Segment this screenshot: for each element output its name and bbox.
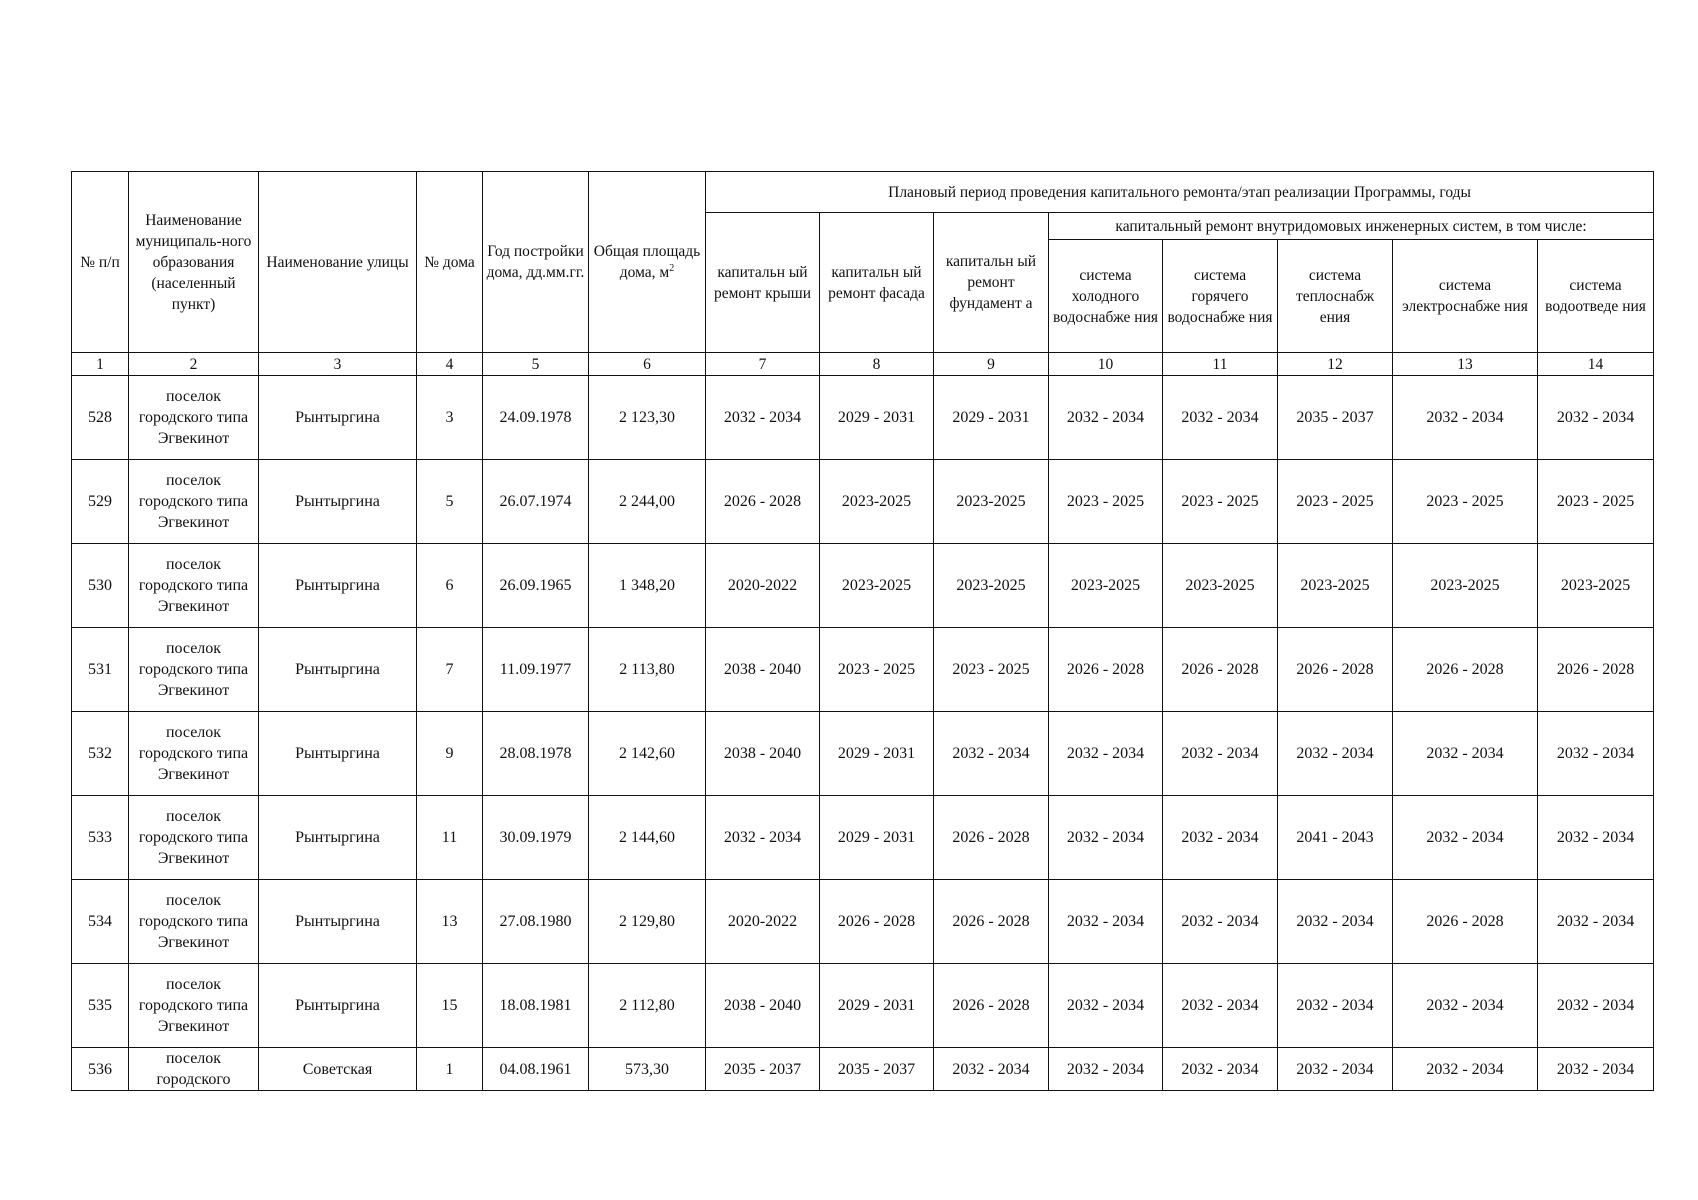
row-foundation: 2032 - 2034 xyxy=(934,712,1049,796)
row-hot-water: 2032 - 2034 xyxy=(1163,796,1278,880)
table-row xyxy=(72,460,1654,544)
row-heating: 2026 - 2028 xyxy=(1278,628,1393,712)
row-hot-water: 2032 - 2034 xyxy=(1163,1048,1278,1091)
row-number: 535 xyxy=(72,964,129,1048)
row-year: 26.07.1974 xyxy=(483,460,589,544)
row-locality: поселок городского типа Эгвекинот xyxy=(129,628,259,712)
header-street: Наименование улицы xyxy=(259,172,417,353)
row-street: Рынтыргина xyxy=(259,712,417,796)
row-roof: 2020-2022 xyxy=(706,544,820,628)
row-locality: поселок городского типа Эгвекинот xyxy=(129,964,259,1048)
row-drainage: 2032 - 2034 xyxy=(1538,1048,1654,1091)
row-locality: поселок городского типа Эгвекинот xyxy=(129,712,259,796)
row-house: 3 xyxy=(417,376,483,460)
header-foundation: капитальн ый ремонт фундамент а xyxy=(934,213,1049,353)
column-number: 7 xyxy=(706,353,820,376)
row-hot-water: 2023 - 2025 xyxy=(1163,460,1278,544)
column-number: 14 xyxy=(1538,353,1654,376)
header-systems: капитальный ремонт внутридомовых инженерных систем, в том числе: xyxy=(1049,213,1654,240)
row-heating: 2023-2025 xyxy=(1278,544,1393,628)
row-heating: 2032 - 2034 xyxy=(1278,1048,1393,1091)
row-area: 1 348,20 xyxy=(589,544,706,628)
column-number: 12 xyxy=(1278,353,1393,376)
column-number: 8 xyxy=(820,353,934,376)
row-year: 18.08.1981 xyxy=(483,964,589,1048)
row-cold-water: 2032 - 2034 xyxy=(1049,712,1163,796)
header-municipality: Наименование муниципаль-ного образования (населенный пункт) xyxy=(129,172,259,353)
row-hot-water: 2026 - 2028 xyxy=(1163,628,1278,712)
capital-repair-table xyxy=(71,171,1654,1091)
header-plan-period: Плановый период проведения капитального ремонта/этап реализации Программы, годы xyxy=(706,172,1654,213)
row-year: 26.09.1965 xyxy=(483,544,589,628)
header-electricity: система электроснабже ния xyxy=(1393,240,1538,353)
row-roof: 2038 - 2040 xyxy=(706,964,820,1048)
row-foundation: 2023 - 2025 xyxy=(934,628,1049,712)
row-number: 534 xyxy=(72,880,129,964)
row-area: 2 144,60 xyxy=(589,796,706,880)
row-area: 2 113,80 xyxy=(589,628,706,712)
row-heating: 2032 - 2034 xyxy=(1278,880,1393,964)
table-row xyxy=(72,964,1654,1048)
table-body xyxy=(72,376,1654,1091)
row-house: 15 xyxy=(417,964,483,1048)
row-heating: 2041 - 2043 xyxy=(1278,796,1393,880)
header-facade: капитальн ый ремонт фасада xyxy=(820,213,934,353)
row-year: 04.08.1961 xyxy=(483,1048,589,1091)
row-hot-water: 2032 - 2034 xyxy=(1163,964,1278,1048)
row-drainage: 2023-2025 xyxy=(1538,544,1654,628)
row-heating: 2023 - 2025 xyxy=(1278,460,1393,544)
row-hot-water: 2032 - 2034 xyxy=(1163,880,1278,964)
row-area: 2 112,80 xyxy=(589,964,706,1048)
row-roof: 2032 - 2034 xyxy=(706,376,820,460)
row-facade: 2026 - 2028 xyxy=(820,880,934,964)
row-drainage: 2032 - 2034 xyxy=(1538,712,1654,796)
row-number: 531 xyxy=(72,628,129,712)
table-row xyxy=(72,544,1654,628)
row-street: Рынтыргина xyxy=(259,880,417,964)
row-locality: поселок городского типа Эгвекинот xyxy=(129,376,259,460)
row-heating: 2032 - 2034 xyxy=(1278,712,1393,796)
row-year: 11.09.1977 xyxy=(483,628,589,712)
row-locality: поселок городского xyxy=(129,1048,259,1091)
header-area-text: Общая площадь дома, м xyxy=(593,243,701,281)
row-drainage: 2032 - 2034 xyxy=(1538,964,1654,1048)
row-heating: 2035 - 2037 xyxy=(1278,376,1393,460)
row-locality: поселок городского типа Эгвекинот xyxy=(129,880,259,964)
row-area: 573,30 xyxy=(589,1048,706,1091)
row-cold-water: 2032 - 2034 xyxy=(1049,796,1163,880)
row-number: 533 xyxy=(72,796,129,880)
row-house: 1 xyxy=(417,1048,483,1091)
table-row xyxy=(72,796,1654,880)
row-electricity: 2026 - 2028 xyxy=(1393,880,1538,964)
row-drainage: 2023 - 2025 xyxy=(1538,460,1654,544)
column-numbers-row xyxy=(72,353,1654,376)
row-house: 5 xyxy=(417,460,483,544)
row-year: 28.08.1978 xyxy=(483,712,589,796)
row-street: Советская xyxy=(259,1048,417,1091)
row-facade: 2029 - 2031 xyxy=(820,712,934,796)
row-roof: 2026 - 2028 xyxy=(706,460,820,544)
row-foundation: 2026 - 2028 xyxy=(934,796,1049,880)
row-facade: 2023 - 2025 xyxy=(820,628,934,712)
row-foundation: 2023-2025 xyxy=(934,544,1049,628)
row-house: 6 xyxy=(417,544,483,628)
row-electricity: 2032 - 2034 xyxy=(1393,796,1538,880)
row-facade: 2023-2025 xyxy=(820,544,934,628)
row-hot-water: 2032 - 2034 xyxy=(1163,376,1278,460)
row-electricity: 2026 - 2028 xyxy=(1393,628,1538,712)
header-year: Год постройки дома, дд.мм.гг. xyxy=(483,172,589,353)
header-house: № дома xyxy=(417,172,483,353)
table-row xyxy=(72,376,1654,460)
header-drainage: система водоотведе ния xyxy=(1538,240,1654,353)
row-hot-water: 2032 - 2034 xyxy=(1163,712,1278,796)
row-roof: 2032 - 2034 xyxy=(706,796,820,880)
row-number: 530 xyxy=(72,544,129,628)
row-foundation: 2032 - 2034 xyxy=(934,1048,1049,1091)
row-area: 2 244,00 xyxy=(589,460,706,544)
row-roof: 2038 - 2040 xyxy=(706,712,820,796)
header-cold-water: система холодного водоснабже ния xyxy=(1049,240,1163,353)
row-area: 2 142,60 xyxy=(589,712,706,796)
row-area: 2 129,80 xyxy=(589,880,706,964)
row-roof: 2020-2022 xyxy=(706,880,820,964)
column-number: 10 xyxy=(1049,353,1163,376)
column-number: 6 xyxy=(589,353,706,376)
header-area-sup: 2 xyxy=(669,262,675,274)
row-locality: поселок городского типа Эгвекинот xyxy=(129,460,259,544)
row-house: 11 xyxy=(417,796,483,880)
row-locality: поселок городского типа Эгвекинот xyxy=(129,796,259,880)
row-cold-water: 2032 - 2034 xyxy=(1049,1048,1163,1091)
row-cold-water: 2023 - 2025 xyxy=(1049,460,1163,544)
row-facade: 2023-2025 xyxy=(820,460,934,544)
row-drainage: 2032 - 2034 xyxy=(1538,880,1654,964)
row-year: 27.08.1980 xyxy=(483,880,589,964)
row-street: Рынтыргина xyxy=(259,628,417,712)
header-area xyxy=(589,172,706,353)
row-street: Рынтыргина xyxy=(259,964,417,1048)
row-street: Рынтыргина xyxy=(259,796,417,880)
header-number: № п/п xyxy=(72,172,129,353)
row-street: Рынтыргина xyxy=(259,460,417,544)
row-facade: 2029 - 2031 xyxy=(820,376,934,460)
row-locality: поселок городского типа Эгвекинот xyxy=(129,544,259,628)
column-number: 5 xyxy=(483,353,589,376)
row-year: 24.09.1978 xyxy=(483,376,589,460)
row-foundation: 2029 - 2031 xyxy=(934,376,1049,460)
row-house: 7 xyxy=(417,628,483,712)
row-cold-water: 2032 - 2034 xyxy=(1049,964,1163,1048)
row-house: 9 xyxy=(417,712,483,796)
row-facade: 2035 - 2037 xyxy=(820,1048,934,1091)
row-house: 13 xyxy=(417,880,483,964)
row-electricity: 2023 - 2025 xyxy=(1393,460,1538,544)
row-cold-water: 2026 - 2028 xyxy=(1049,628,1163,712)
header-heating: система теплоснабж ения xyxy=(1278,240,1393,353)
row-facade: 2029 - 2031 xyxy=(820,796,934,880)
row-facade: 2029 - 2031 xyxy=(820,964,934,1048)
row-cold-water: 2032 - 2034 xyxy=(1049,376,1163,460)
row-electricity: 2032 - 2034 xyxy=(1393,1048,1538,1091)
row-cold-water: 2032 - 2034 xyxy=(1049,880,1163,964)
row-roof: 2038 - 2040 xyxy=(706,628,820,712)
row-street: Рынтыргина xyxy=(259,376,417,460)
row-electricity: 2032 - 2034 xyxy=(1393,376,1538,460)
column-number: 4 xyxy=(417,353,483,376)
row-street: Рынтыргина xyxy=(259,544,417,628)
row-drainage: 2026 - 2028 xyxy=(1538,628,1654,712)
table-row xyxy=(72,628,1654,712)
row-electricity: 2032 - 2034 xyxy=(1393,712,1538,796)
header-roof: капитальн ый ремонт крыши xyxy=(706,213,820,353)
column-number: 1 xyxy=(72,353,129,376)
column-number: 11 xyxy=(1163,353,1278,376)
row-number: 528 xyxy=(72,376,129,460)
row-drainage: 2032 - 2034 xyxy=(1538,376,1654,460)
row-heating: 2032 - 2034 xyxy=(1278,964,1393,1048)
table-row xyxy=(72,712,1654,796)
row-drainage: 2032 - 2034 xyxy=(1538,796,1654,880)
row-number: 536 xyxy=(72,1048,129,1091)
column-number: 9 xyxy=(934,353,1049,376)
row-number: 532 xyxy=(72,712,129,796)
row-hot-water: 2023-2025 xyxy=(1163,544,1278,628)
row-cold-water: 2023-2025 xyxy=(1049,544,1163,628)
row-roof: 2035 - 2037 xyxy=(706,1048,820,1091)
row-area: 2 123,30 xyxy=(589,376,706,460)
row-foundation: 2026 - 2028 xyxy=(934,880,1049,964)
table-row xyxy=(72,880,1654,964)
column-number: 13 xyxy=(1393,353,1538,376)
row-electricity: 2023-2025 xyxy=(1393,544,1538,628)
row-foundation: 2026 - 2028 xyxy=(934,964,1049,1048)
row-number: 529 xyxy=(72,460,129,544)
table-row xyxy=(72,1048,1654,1091)
column-number: 2 xyxy=(129,353,259,376)
column-number: 3 xyxy=(259,353,417,376)
row-year: 30.09.1979 xyxy=(483,796,589,880)
row-electricity: 2032 - 2034 xyxy=(1393,964,1538,1048)
header-hot-water: система горячего водоснабже ния xyxy=(1163,240,1278,353)
row-foundation: 2023-2025 xyxy=(934,460,1049,544)
